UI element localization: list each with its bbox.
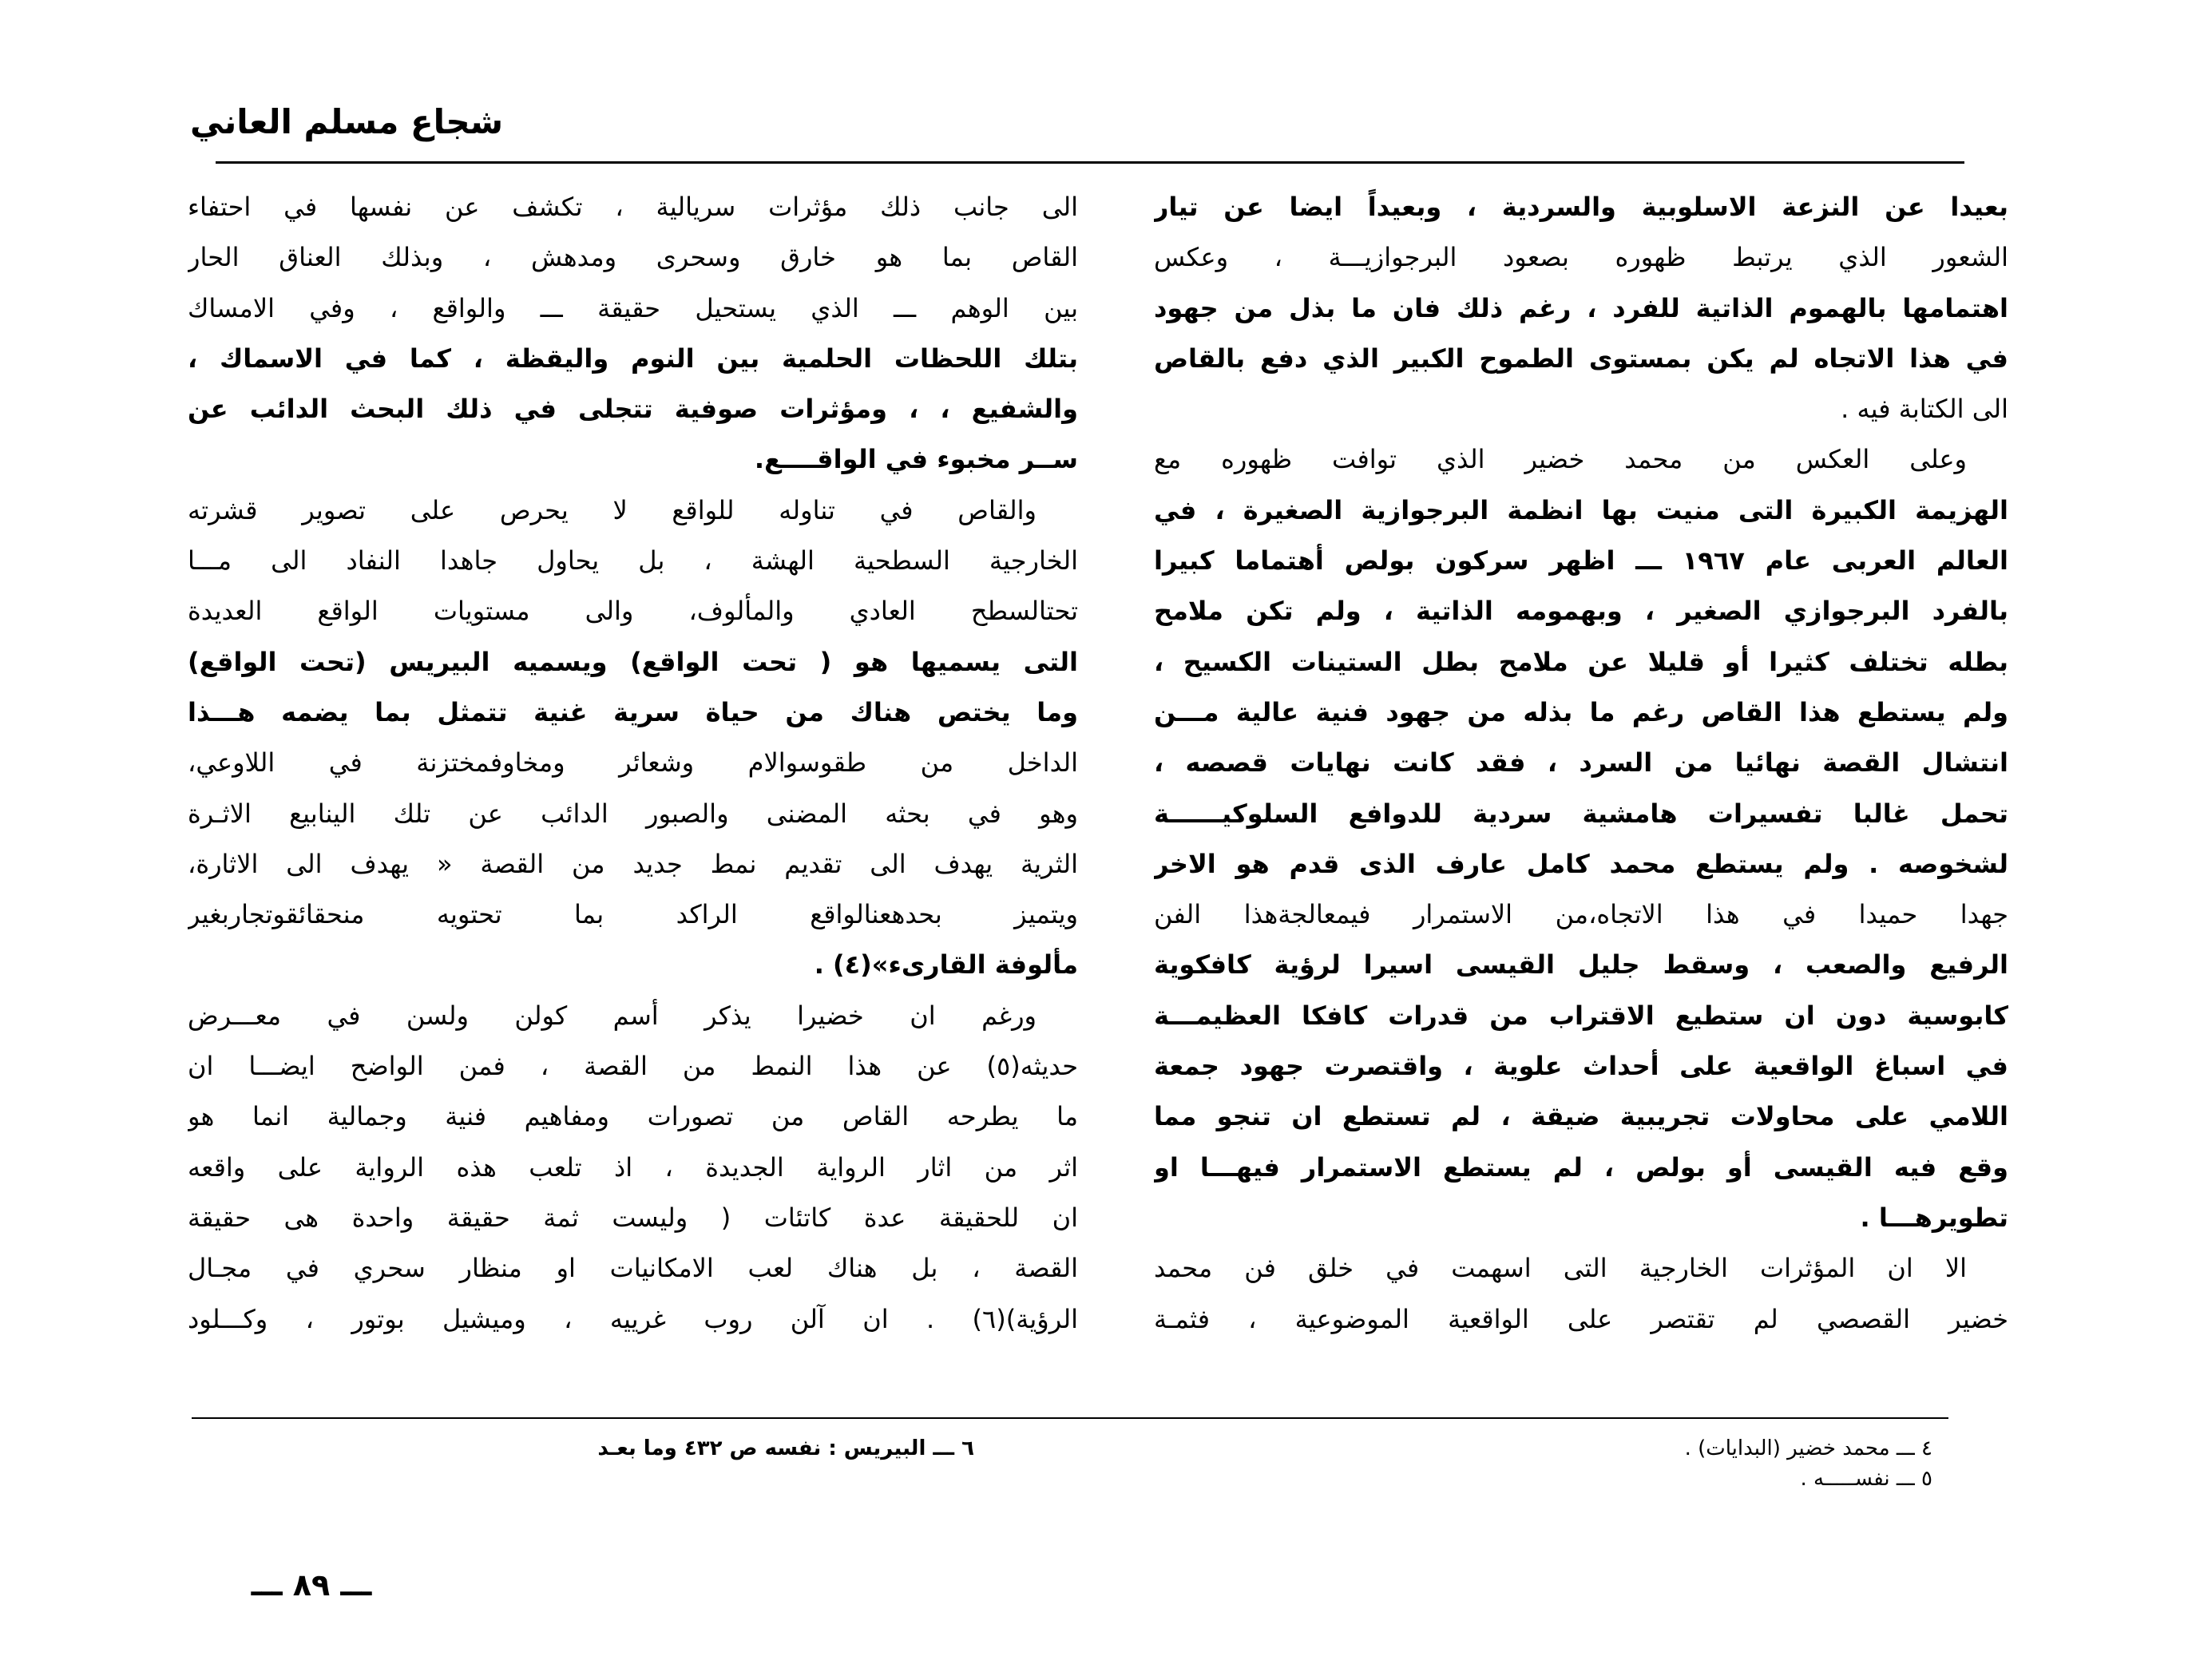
text-line: اللامي على محاولات تجريبية ضيقة ، لم تستطع ان تنجو مما bbox=[1154, 1101, 2008, 1132]
text-line: اهتمامها بالهموم الذاتية للفرد ، رغم ذلك فان ما بذل من جهود bbox=[1154, 292, 2008, 323]
text-line: وعلى العكس من محمد خضير الذي توافت ظهوره مع bbox=[1154, 444, 1967, 475]
footnote: ٥ ـــ نفســـــه . bbox=[1800, 1467, 1932, 1491]
text-line: انتشال القصة نهائيا من السرد ، فقد كانت نهايات قصصه ، bbox=[1154, 747, 2008, 779]
text-line: بطله تختلف كثيرا أو قليلا عن ملامح بطل الستينات الكسيح ، bbox=[1154, 646, 2008, 677]
running-header-author: شجاع مسلم العاني bbox=[189, 102, 503, 141]
text-line: اثر من اثار الرواية الجديدة ، اذ تلعب هذه الرواية على واقعه bbox=[188, 1151, 1078, 1183]
text-line: وهو في بحثه المضنى والصبور الدائب عن تلك الينابيع الاثـرة bbox=[188, 798, 1078, 829]
footnote: ٤ ـــ محمد خضير (البدايات) . bbox=[1684, 1436, 1932, 1460]
text-line: الخارجية السطحية الهشة ، بل يحاول جاهدا النفاد الى مـــا bbox=[188, 545, 1078, 577]
text-line: القاص بما هو خارق وسحرى ومدهش ، وبذلك العناق الحار bbox=[188, 242, 1078, 273]
text-line: العالم العربى عام ١٩٦٧ ـــ اظهر سركون بولص أهتماما كبيرا bbox=[1154, 545, 2008, 577]
text-column-right bbox=[1154, 182, 2008, 1396]
footnotes-left bbox=[447, 1433, 974, 1513]
footnote: ٦ ـــ البيريس : نفسه ص ٤٣٢ وما بعـد bbox=[597, 1436, 974, 1460]
text-line: بتلك اللحظات الحلمية بين النوم واليقظة ، كما في الاسماك ، bbox=[188, 343, 1078, 374]
text-line: الى جانب ذلك مؤثرات سريالية ، تكشف عن نفسها في احتفاء bbox=[188, 192, 1078, 222]
text-line: الرؤية)(٦) . ان آلن روب غرييه ، وميشيل بوتور ، وكـــلود bbox=[188, 1303, 1078, 1334]
text-line: في هذا الاتجاه لم يكن بمستوى الطموح الكبير الذي دفع بالقاص bbox=[1154, 343, 2008, 374]
text-line: حديثه(٥) عن هذا النمط من القصة ، فمن الواضح ايضـــا ان bbox=[188, 1051, 1078, 1082]
text-line: ولم يستطع هذا القاص رغم ما بذله من جهود فنية عالية مـــن bbox=[1154, 696, 2008, 727]
footnote-rule bbox=[192, 1417, 1948, 1419]
text-line: ما يطرحه القاص من تصورات ومفاهيم فنية وجمالية انما هو bbox=[188, 1101, 1078, 1132]
header-rule bbox=[216, 161, 1964, 164]
text-line: الرفيع والصعب ، وسقط جليل القيسى اسيرا لرؤية كافكوية bbox=[1154, 949, 2008, 981]
text-line: جهدا حميدا في هذا الاتجاه،من الاستمرار فيمعالجةهذا الفن bbox=[1154, 899, 2008, 930]
text-line: الثرية يهدف الى تقديم نمط جديد من القصة « يهدف الى الاثارة، bbox=[188, 848, 1078, 879]
text-line: تحمل غالبا تفسيرات هامشية سردية للدوافع السلوكيــــــة bbox=[1154, 798, 2008, 829]
text-line: الا ان المؤثرات الخارجية التى اسهمت في خلق فن محمد bbox=[1154, 1253, 1967, 1284]
text-line: كابوسية دون ان ستطيع الاقتراب من قدرات كافكا العظيمـــة bbox=[1154, 1000, 2008, 1031]
text-line: مألوفة القارىء»(٤) . bbox=[814, 949, 1078, 981]
text-line: ورغم ان خضيرا يذكر أسم كولن ولسن في معـــرض bbox=[188, 1000, 1037, 1031]
text-line: وما يختص هناك من حياة سرية غنية تتمثل بما يضمه هـــذا bbox=[188, 696, 1078, 727]
text-line: في اسباغ الواقعية على أحداث علوية ، واقتصرت جهود جمعة bbox=[1154, 1051, 2008, 1082]
page-number: ـــ ٨٩ ـــ bbox=[251, 1567, 372, 1603]
text-line: بين الوهم ـــ الذي يستحيل حقيقة ـــ والواقع ، وفي الامساك bbox=[188, 292, 1078, 323]
text-line: بالفرد البرجوازي الصغير ، وبهمومه الذاتية ، ولم تكن ملامح bbox=[1154, 596, 2008, 627]
text-line: ويتميز بحدهعنالواقع الراكد بما تحتويه منحقائقوتجاربغير bbox=[188, 899, 1078, 930]
text-line: لشخوصه . ولم يستطع محمد كامل عارف الذى قدم هو الاخر bbox=[1154, 848, 2008, 879]
text-line: التى يسميها هو ( تحت الواقع) ويسميه البيريس (تحت الواقع) bbox=[188, 646, 1078, 677]
text-line: تطويرهـــا . bbox=[1860, 1202, 2008, 1233]
text-column-left bbox=[188, 182, 1078, 1396]
footnotes-right bbox=[1437, 1433, 1932, 1513]
text-line: ان للحقيقة عدة كاتئات ( وليست ثمة حقيقة واحدة هى حقيقة bbox=[188, 1202, 1078, 1233]
text-line: خضير القصصي لم تقتصر على الواقعية الموضوعية ، فثمـة bbox=[1154, 1303, 2008, 1334]
text-line: الداخل من طقوسوالام وشعائر ومخاوفمختزنة في اللاوعي، bbox=[188, 747, 1078, 779]
text-line: الهزيمة الكبيرة التى منيت بها انظمة البرجوازية الصغيرة ، في bbox=[1154, 494, 2008, 525]
text-line: الشعور الذي يرتبط ظهوره بصعود البرجوازيـــة ، وعكس bbox=[1154, 242, 2008, 273]
text-line: تحتالسطح العادي والمألوف، والى مستويات الواقع العديدة bbox=[188, 596, 1078, 627]
text-line: والشفيع ، ، ومؤثرات صوفية تتجلى في ذلك البحث الدائب عن bbox=[188, 394, 1078, 425]
text-line: وقع فيه القيسى أو بولص ، لم يستطع الاستمرار فيهـــا او bbox=[1154, 1151, 2008, 1183]
text-line: ســر مخبوء في الواقــــع. bbox=[754, 444, 1078, 475]
text-line: بعيدا عن النزعة الاسلوبية والسردية ، وبعيداً ايضا عن تيار bbox=[1154, 192, 2008, 222]
text-line: القصة ، بل هناك لعب الامكانيات او منظار سحري في مجـال bbox=[188, 1253, 1078, 1284]
text-line: والقاص في تناوله للواقع لا يحرص على تصوير قشرته bbox=[188, 494, 1037, 525]
text-line: الى الكتابة فيه . bbox=[1841, 394, 2008, 425]
